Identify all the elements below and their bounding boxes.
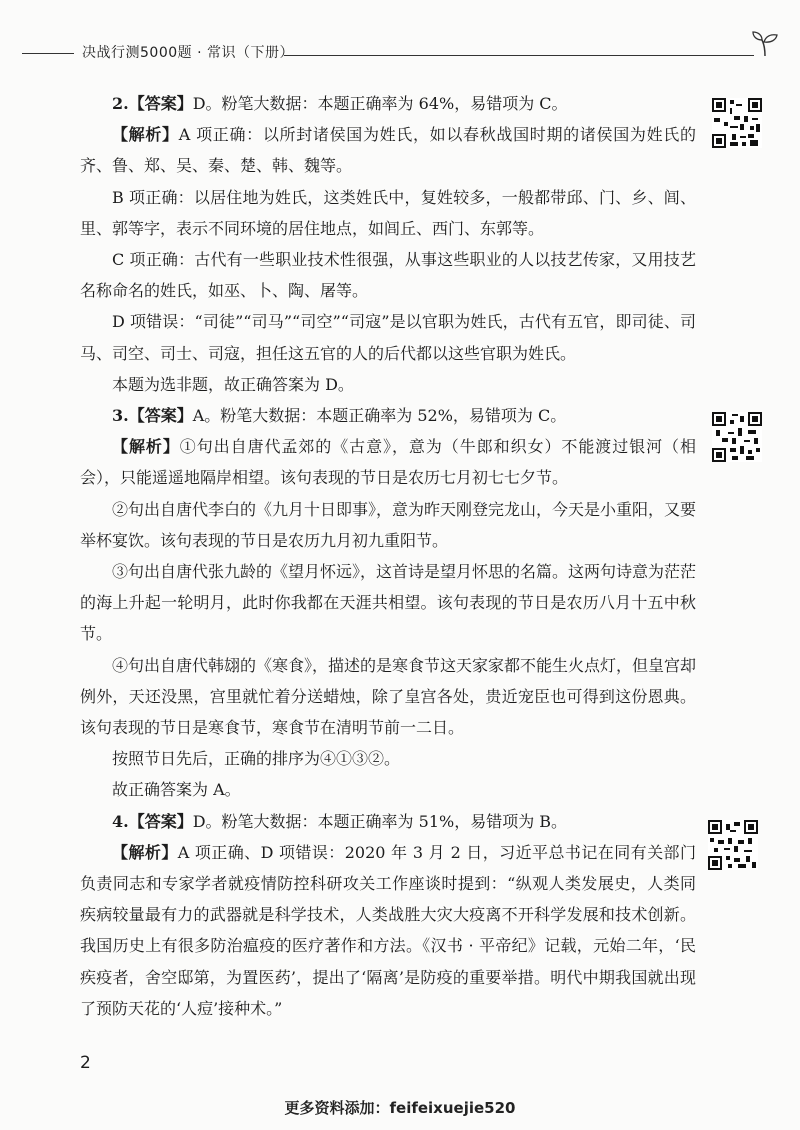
paragraph-text: D。粉笔大数据：本题正确率为 51%，易错项为 B。 <box>192 811 568 831</box>
paragraph-text: ④句出自唐代韩翃的《寒食》，描述的是寒食节这天家家都不能生火点灯，但皇宫却例外，天还没黑，宫里就忙着分送蜡烛，除了皇宫各处，贵近宠臣也可得到这份恩典。该句表现的节日是寒食节，寒食节在清明节前一二日。 <box>80 655 697 738</box>
paragraph-label: 3.【答案】 <box>112 406 193 426</box>
paragraph <box>80 743 696 774</box>
paragraph-text: 按照节日先后，正确的排序为④①③②。 <box>112 749 401 769</box>
paragraph <box>80 88 696 119</box>
header-rule-left <box>22 53 74 54</box>
paragraph <box>80 119 696 181</box>
paragraph-text: ②句出自唐代李白的《九月十日即事》，意为昨天刚登完龙山，今天是小重阳，又要举杯宴饮。该句表现的节日是农历九月初九重阳节。 <box>80 499 697 550</box>
paragraph <box>80 806 696 837</box>
paragraph-text: 本题为选非题，故正确答案为 D。 <box>112 374 354 394</box>
paragraph-label: 【解析】 <box>112 842 178 862</box>
paragraph-text: A。粉笔大数据：本题正确率为 52%，易错项为 C。 <box>192 406 567 426</box>
paragraph <box>80 650 696 744</box>
paragraph <box>80 306 696 368</box>
running-header <box>22 40 780 64</box>
qr-code-icon[interactable] <box>712 98 762 148</box>
paragraph-label: 2.【答案】 <box>112 94 193 113</box>
paragraph-text: D 项错误：“司徒”“司马”“司空”“司寇”是以官职为姓氏，古代有五官，即司徒、司马、司空、司士、司寇，担任这五官的人的后代都以这些官职为姓氏。 <box>80 312 696 363</box>
footer-note: 更多资料添加：feifeixuejie520 <box>284 1099 516 1117</box>
paragraph <box>80 182 696 244</box>
paragraph-text: B 项正确：以居住地为姓氏，这类姓氏中，复姓较多，一般都带邱、门、乡、闾、里、郭等字，表示不同环境的居住地点，如闾丘、西门、东郭等。 <box>80 187 696 238</box>
paragraph-text: A 项正确：以所封诸侯国为姓氏，如以春秋战国时期的诸侯国为姓氏的齐、鲁、郑、吴、秦、楚、韩、魏等。 <box>80 125 696 176</box>
paragraph-label: 4.【答案】 <box>112 811 193 831</box>
page-number: 2 <box>80 1053 91 1073</box>
paragraph-text: C 项正确：古代有一些职业技术性很强，从事这些职业的人以技艺传家，又用技艺名称命名的姓氏，如巫、卜、陶、屠等。 <box>80 250 696 301</box>
sprout-icon <box>750 28 780 58</box>
paragraph <box>80 369 696 400</box>
answer-explanations <box>80 88 696 1024</box>
paragraph <box>80 400 696 431</box>
paragraph-text: D。粉笔大数据：本题正确率为 64%，易错项为 C。 <box>192 94 568 113</box>
paragraph-label: 【解析】 <box>112 125 179 145</box>
paragraph <box>80 556 696 650</box>
paragraph-text: ①句出自唐代孟郊的《古意》，意为（牛郎和织女）不能渡过银河（相会），只能遥遥地隔岸相望。该句表现的节日是农历七月初七七夕节。 <box>80 437 696 488</box>
paragraph-label: 【解析】 <box>112 437 180 457</box>
qr-code-icon[interactable] <box>712 412 762 462</box>
header-rule-right <box>284 55 754 56</box>
paragraph-text: A 项正确、D 项错误：2020 年 3 月 2 日，习近平总书记在同有关部门负责同志和专家学者就疫情防控科研攻关工作座谈时提到：“纵观人类发展史，人类同疾病较量最有力的武器就是科学技术，人类战胜大灾大疫离不开科学发展和技术创新。我国历史上有很多防治瘟疫的医疗著作和方法。《汉书 · 平帝纪》记载，元始二年，‘民疾疫者，舍空邸第，为置医药’，提出了‘隔离’是防疫的重要举措。明代中期我国就出现了预防天花的‘人痘’接种术。” <box>80 842 696 1018</box>
paragraph <box>80 774 696 805</box>
paragraph-text: 故正确答案为 A。 <box>112 780 241 800</box>
qr-code-icon[interactable] <box>708 820 758 870</box>
header-title: 决战行测5000题 · 常识（下册） <box>82 45 294 61</box>
paragraph <box>80 837 696 1024</box>
paragraph <box>80 431 696 493</box>
paragraph <box>80 244 696 306</box>
paragraph-text: ③句出自唐代张九龄的《望月怀远》，这首诗是望月怀思的名篇。这两句诗意为茫茫的海上升起一轮明月，此时你我都在天涯共相望。该句表现的节日是农历八月十五中秋节。 <box>80 562 697 644</box>
paragraph <box>80 494 696 556</box>
